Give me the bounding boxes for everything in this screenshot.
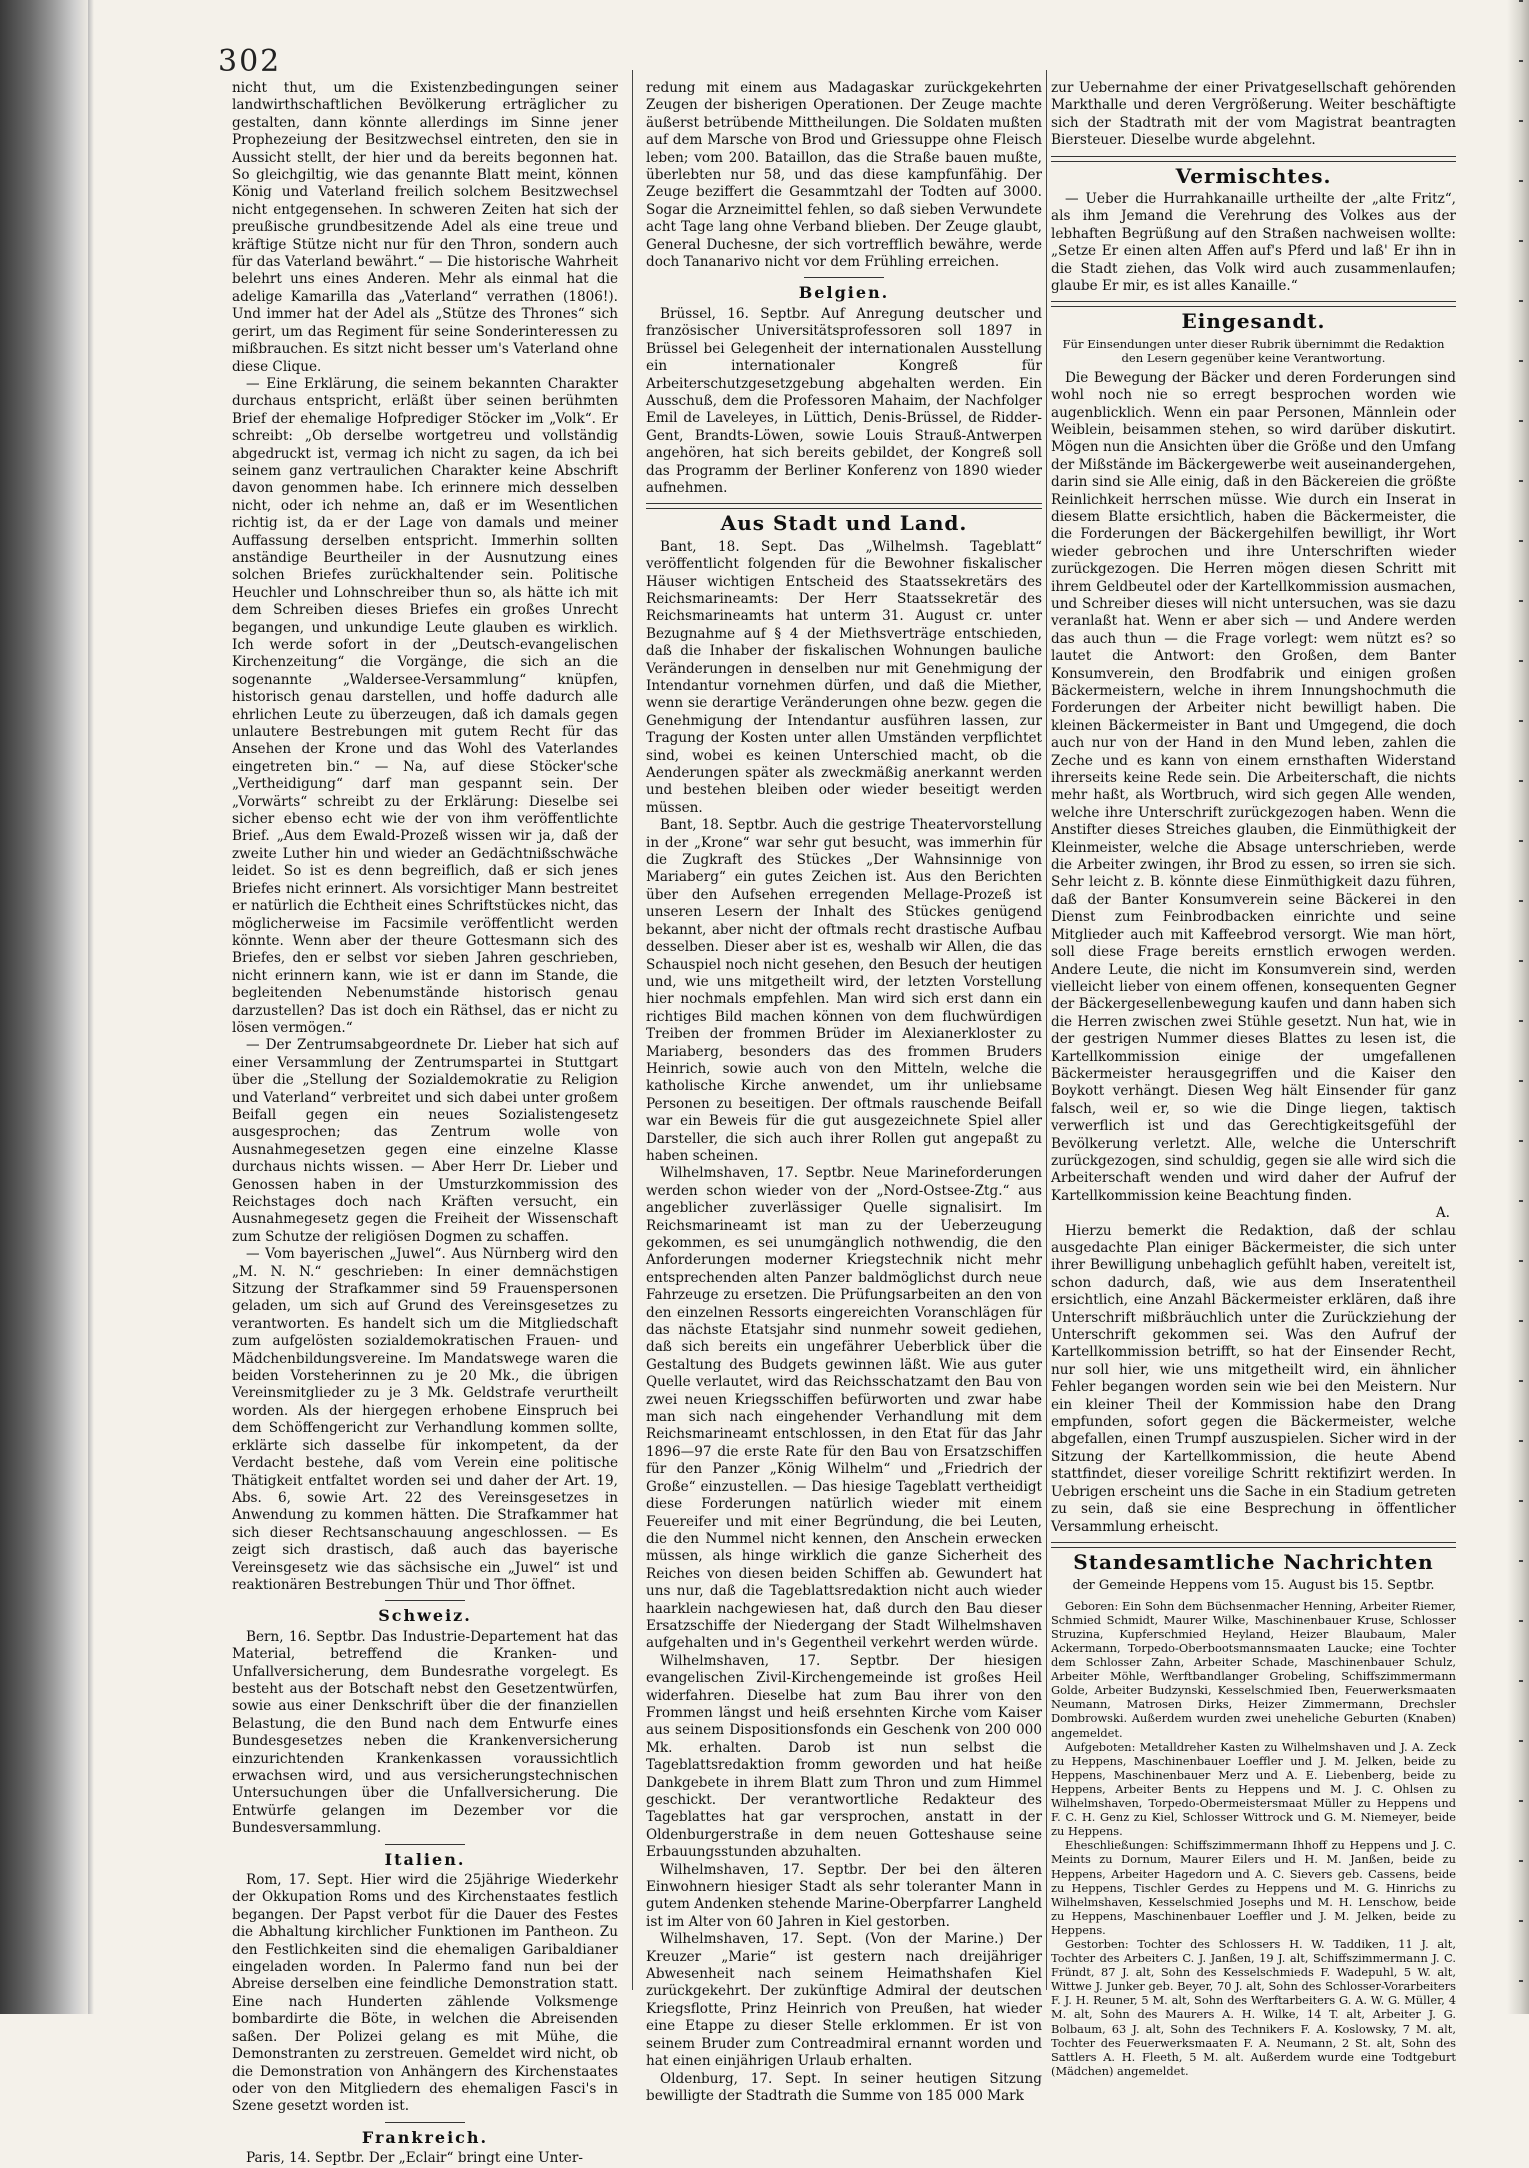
section-rule <box>1051 156 1456 162</box>
section-rule <box>646 503 1042 509</box>
article-paragraph: — Der Zentrumsabgeordnete Dr. Lieber hat sich auf einer Versammlung der Zentrumspartei in Stuttgart über die „Stellung der Sozialdemokratie zu Religion und Vaterland“ verbreitet und sich dabei unter großem Beifall gegen ein neues Sozialistengesetz ausgesprochen; das Zentrum wolle von Ausnahmegesetzen gegen eine einzelne Klasse durchaus nichts wissen. — Aber Herr Dr. Lieber und Genossen haben in der Umsturzkommission des Reichstages doch nach Kräften versucht, ein Ausnahmegesetz gegen die Freiheit der Wissenschaft zum Schutze der religiösen Dogmen zu schaffen. <box>232 1037 618 1245</box>
article-paragraph: Bern, 16. Septbr. Das Industrie-Departement hat das Material, betreffend die Kranken- und Unfallversicherung, dem Bundesrathe vorgelegt. Es besteht aus der Botschaft nebst den Gesetzentwürfen, sowie aus einer Denkschrift über die der finanziellen Belastung, die den Bund nach dem Entwurfe eines Bundesgesetzes neben die Krankenversicherung einzurichtenden Krankenkassen voraussichtlich erwachsen wird, und aus versicherungstechnischen Untersuchungen über die Unfallversicherung. Die Entwürfe gelangen im Dezember vor die Bundesversammlung. <box>232 1628 618 1837</box>
section-rule <box>1051 1542 1456 1548</box>
registry-paragraph: Geboren: Ein Sohn dem Büchsenmacher Henning, Arbeiter Riemer, Schmied Schmidt, Maurer Wilke, Maschinenbauer Kruse, Schlosser Struzina, Kupferschmied Heyland, Heizer Blaubaum, Maler Ackermann, Torpedo-Oberbootsmannsmaaten Laucke; eine Tochter dem Schlosser Zahn, Arbeiter Schade, Maschinenbauer Schulz, Arbeiter Möhle, Werftbandlanger Grobeling, Schiffszimmermann Golde, Arbeiter Budzynski, Kesselschmied Iben, Feuerwerksmaaten Neumann, Matrosen Dirks, Heizer Zimmermann, Drechsler Dombrowski. Außerdem wurden zwei uneheliche Geburten (Knaben) angemeldet. <box>1051 1598 1456 1740</box>
author-signature: A. <box>1435 1205 1450 1222</box>
section-heading: Belgien. <box>798 283 890 303</box>
eingesandt-article <box>1051 370 1456 1536</box>
page-number: 302 <box>218 44 282 79</box>
newspaper-column-2 <box>646 80 1042 2104</box>
article <box>232 2150 618 2167</box>
article-paragraph: Wilhelmshaven, 17. Septbr. Der bei den älteren Einwohnern hiesiger Stadt als sehr toleranter Mann in gutem Andenken stehende Marine-Oberpfarrer Langheld ist im Alter von 60 Jahren in Kiel gestorben. <box>646 1861 1042 1930</box>
article-paragraph: Brüssel, 16. Septbr. Auf Anregung deutscher und französischer Universitätsprofessoren soll 1897 in Brüssel bei Gelegenheit der internationalen Ausstellung ein internationaler Kongreß für Arbeiterschutzgesetzgebung abgehalten werden. Ein Ausschuß, dem die Professoren Mahaim, der Nachfolger Emil de Laveleyes, in Lüttich, Denis-Brüssel, de Ridder-Gent, Brandts-Löwen, sowie Louis Strauß-Antwerpen angehören, hat sich bereits gebildet, der Kongreß soll das Programm der Berliner Konferenz von 1890 wieder aufnehmen. <box>646 305 1042 496</box>
article-paragraph: Rom, 17. Sept. Hier wird die 25jährige Wiederkehr der Okkupation Roms und des Kirchenstaates festlich begangen. Der Papst verbot für die Dauer des Festes die Abhaltung kirchlicher Funktionen im Pantheon. Zu den Festlichkeiten sind die ehemaligen Garibaldianer eingeladen worden. In Palermo fand nun bei der Abreise derselben eine feindliche Demonstration statt. Eine nach Hunderten zählende Volksmenge bombardirte die Böte, in welchen die Abreisenden saßen. Der Polizei gelang es mit Mühe, die Demonstranten zu zerstreuen. Gemeldet wird nicht, ob die Demonstration von Anhängern des Kirchenstaates oder von den Mitgliedern des ehemaligen Fasci's in Szene gesetzt worden ist. <box>232 1872 618 2115</box>
article <box>232 1629 618 1838</box>
column-divider <box>632 70 633 1990</box>
article <box>232 1872 618 2116</box>
article <box>646 80 1042 271</box>
article-paragraph: — Vom bayerischen „Juwel“. Aus Nürnberg wird den „M. N. N.“ geschrieben: In einer demnächstigen Sitzung der Strafkammer sind 59 Frauenspersonen geladen, um sich auf Grund des Vereinsgesetzes zu verantworten. Es handelt sich um die Mitgliedschaft zum aufgelösten sozialdemokratischen Frauen- und Mädchenbildungsvereine. Im Mandatswege waren die beiden Vorsteherinnen zu je 20 Mk., die übrigen Vereinsmitglieder zu je 3 Mk. Geldstrafe verurtheilt worden. Als der hiergegen erhobene Einspruch bei dem Schöffengericht zur Verhandlung kommen sollte, erklärte sich dasselbe für inkompetent, da der Verdacht bestehe, daß vom Verein eine politische Thätigkeit entfaltet worden sei und daher der Art. 19, Abs. 6, sowie Art. 22 des Vereinsgesetzes in Anwendung zu kommen hätten. Die Strafkammer hat sich dieser Rechtsanschauung angeschlossen. — Es zeigt sich drastisch, daß auch das bayerische Vereinsgesetz wie das sächsische ein „Juwel“ ist und reaktionären Bestrebungen Thür und Thor öffnet. <box>232 1246 618 1593</box>
article-paragraph: — Ueber die Hurrahkanaille urtheilte der „alte Fritz“, als ihm Jemand die Verehrung des Volkes aus der lebhaften Begrüßung auf den Straßen nachweisen wollte: „Setze Er einen alten Affen auf's Pferd und laß' Er ihn in die Stadt ziehen, das Volk wird auch zusammenlaufen; glaube Er mir, es ist alles Kanaille.“ <box>1051 191 1456 295</box>
registry-notices <box>1051 1599 1456 2078</box>
article-paragraph: nicht thut, um die Existenzbedingungen seiner landwirthschaftlichen Bevölkerung erträglicher zu gestalten, dann könnte allerdings im Sinne jener Prophezeiung der Besitzwechsel eintreten, den sie in Aussicht stellt, der hier und da bereits begonnen hat. So gleichgiltig, wie das genannte Blatt meint, können König und Vaterland freilich solchem Besitzwechsel nicht entgegensehen. In schweren Zeiten hat sich der preußische grundbesitzende Adel als eine treue und kräftige Stütze nicht nur für den Thron, sondern auch für das Vaterland bewährt.“ — Die historische Wahrheit belehrt uns eines Anderen. Mehr als einmal hat die adelige Kamarilla das „Vaterland“ verrathen (1806!). Und immer hat der Adel als „Stütze des Thrones“ sich gerirt, um das Regiment für seine Sonderinteressen zu mißbrauchen. Es sitzt nicht besser um's Vaterland ohne diese Clique. <box>232 80 618 375</box>
section-heading: Aus Stadt und Land. <box>720 511 968 536</box>
section-rule <box>385 1600 465 1601</box>
article-paragraph: Hierzu bemerkt die Redaktion, daß der schlau ausgedachte Plan einiger Bäckermeister, die sich unter ihrer Bewilligung unbehaglich gefühlt haben, vereitelt ist, schon dadurch, daß, wie aus dem Inseratentheil ersichtlich, eine Anzahl Bäckermeister erklären, daß ihre Unterschrift mißbräuchlich unter die Zurückziehung der Unterschrift gekommen sei. Was den Aufruf der Kartellkommission betrifft, so hat der Einsender Recht, nur soll hier, wie uns mitgetheilt wird, ein ähnlicher Fehler begangen worden sein wie bei den Meistern. Nur ein kleiner Theil der Kommission habe den Drang empfunden, sofort gegen die Bäckermeister, welche abgefallen, einen Trumpf auszuspielen. Sicher wird in der Sitzung der Kartellkommission, die heute Abend stattfindet, dieser voreilige Schritt rektifizirt werden. In Uebrigen erscheint uns die Sache in ein Stadium getreten zu sein, daß sie eine Besprechung in öffentlicher Versammlung erheischt. <box>1051 1222 1456 1535</box>
article-paragraph: redung mit einem aus Madagaskar zurückgekehrten Zeugen der bisherigen Operationen. Der Zeuge machte äußerst betrübende Mittheilungen. Die Soldaten mußten auf dem Marsche von Brod und Griessuppe ohne Fleisch leben; vom 200. Bataillon, das die Straße bauen mußte, überlebten nur 58, und das diese kampfunfähig. Der Zeuge beziffert die Gesammtzahl der Todten auf 3000. Sogar die Arzneimittel fehlen, so daß sieben Verwundete acht Tage lang ohne Verband blieben. Der Zeuge glaubt, General Duchesne, der sich vortrefflich bewähre, werde doch Tananarivo nicht vor dem Frühling erreichen. <box>646 80 1042 271</box>
article-paragraph: — Eine Erklärung, die seinem bekannten Charakter durchaus entspricht, erläßt über seinen berühmten Brief der ehemalige Hofprediger Stöcker im „Volk“. Er schreibt: „Ob derselbe wortgetreu und vollständig abgedruckt ist, vermag ich nicht zu sagen, da ich bei seinem ganz vertraulichen Charakter keine Abschrift davon genommen habe. Ich erinnere mich desselben nicht, oder ich nehme an, daß er im Wesentlichen richtig ist, da er der Lage von damals und meiner Auffassung derselben entspricht. Immerhin sollten anständige Beurtheiler in der Ausnutzung eines solchen Briefes zurückhaltender sein. Politische Heuchler und Lohnschreiber thun so, als hätte ich mit dem Schreiben dieses Briefes ein großes Unrecht begangen, und unkundige Leute glauben es wirklich. Ich werde sofort in der „Deutsch-evangelischen Kirchenzeitung“ die Vorgänge, die sich an die sogenannte „Waldersee-Versammlung“ knüpfen, historisch genau darstellen, und hoffe dadurch alle ehrlichen Leute zu überzeugen, daß ich damals gegen unlautere Bestrebungen mit gutem Recht für das Ansehen der Krone und das Wohl des Vaterlandes eingetreten bin.“ — Na, auf diese Stöcker'sche „Vertheidigung“ darf man gespannt sein. Der „Vorwärts“ schreibt zu der Erklärung: Dieselbe sei sicher ebenso echt wie der von ihm veröffentlichte Brief. „Aus dem Ewald-Prozeß wissen wir ja, daß der zweite Luther hin und wieder an Gedächtnißschwäche leidet. So ist es denn begreiflich, daß er sich jenes Briefes nicht erinnert. Als vorsichtiger Mann bestreitet er natürlich die Echtheit eines Schriftstückes nicht, das möglicherweise im Facsimile veröffentlicht werden könnte. Wenn aber der theure Gottesmann sich des Briefes, den er selbst vor sieben Jahren geschrieben, nicht erinnern kann, wie ist er dann im Stande, die begleitenden Nebenumstände historisch genau darzustellen? Das ist doch ein Räthsel, das er nicht zu lösen vermögen.“ <box>232 375 618 1036</box>
column-divider <box>1046 70 1047 1990</box>
section-heading: Vermischtes. <box>1175 163 1332 188</box>
section-rule <box>385 1844 465 1845</box>
article-paragraph: Wilhelmshaven, 17. Sept. (Von der Marine.) Der Kreuzer „Marie“ ist gestern nach dreijähriger Abwesenheit nach seinem Heimathshafen Kiel zurückgekehrt. Der zukünftige Admiral der deutschen Kriegsflotte, Prinz Heinrich von Preußen, hat wieder eine Etappe zu dieser Stelle erklommen. Er ist von seinem Bruder zum Contreadmiral ernannt worden und hat einen einjährigen Urlaub erhalten. <box>646 1931 1042 2070</box>
article-paragraph: Die Bewegung der Bäcker und deren Forderungen sind wohl noch nie so erregt besprochen worden wie augenblicklich. Wenn ein paar Personen, Männlein oder Weiblein, beisammen stehen, so wird darüber diskutirt. Mögen nun die Ansichten über die Größe und den Umfang der Mißstände im Bäckergewerbe weit auseinandergehen, darin sind sie Alle einig, daß in den Bäckereien die größte Reinlichkeit herrschen müsse. Wie durch ein Inserat in diesem Blatte ersichtlich, haben die Bäckermeister, die die Forderungen der Bäckergehilfen bewilligt, ihr Wort wieder gebrochen und ihre Unterschriften wieder zurückgezogen. Die Herren mögen diesen Schritt mit ihrem Geldbeutel oder der Kartellkommission ausmachen, und Schreiber dieses will nicht untersuchen, was sie dazu veranlaßt hat. Wenn er aber sich — und Andere werden das auch thun — die Frage vorlegt: wem nützt es? so lautet die Antwort: den Großen, dem Banter Konsumverein, den Brodfabrik und einigen großen Bäckermeistern, welche in ihrem Innungshochmuth die Forderungen der Arbeiter nicht bewilligt haben. Die kleinen Bäckermeister in Bant und Umgegend, die doch auch nur von der Hand in den Mund leben, zahlen die Zeche und es kann von einem ernsthaften Widerstand ihrerseits keine Rede sein. Die Arbeiterschaft, die nichts mehr haßt, als Wortbruch, wird sich gegen Alle wenden, welche ihre Unterschrift zurückgezogen haben. Wenn die Anstifter dieses Streiches glauben, die Einmüthigkeit der Kleinmeister, welche die Absage unterschrieben, werde die Arbeiter zwingen, ihr Brod zu essen, so irren sie sich. Sehr leicht z. B. könnte diese Einmüthigkeit dazu führen, daß der Banter Konsumverein seine Bäckerei in den Dienst zum Feinbrodbacken einrichte und seine Mitglieder auch mit Kaffeebrod versorgt. Wie man hört, soll diese Frage bereits ernstlich erwogen werden. Andere Leute, die nicht im Konsumverein sind, werden vielleicht lieber von einem offenen, konsequenten Gegner der Bäckergesellenbewegung kaufen und dann haben sich die Herren zwischen zwei Stühle gesetzt. Nun hat, wie in der gestrigen Nummer dieses Blattes zu lesen ist, die Kartellkommission einige der umgefallenen Bäckermeister herausgegriffen und die Kaiser den Boykott verhängt. Diesen Weg hält Einsender für ganz falsch, weil er, so wie die Dinge liegen, taktisch verwerflich ist und das Gerechtigkeitsgefühl der Bevölkerung verletzt. Alle, welche die Unterschrift zurückgezogen, sind schuldig, gegen sie alle wird sich die Arbeiterschaft wenden und wird daher der Aufruf der Kartellkommission keine Beachtung finden. <box>1051 369 1456 1204</box>
page-right-edge <box>1507 0 1529 2014</box>
section-rule <box>385 2122 465 2123</box>
article <box>232 80 618 1594</box>
section-heading: Italien. <box>384 1849 466 1869</box>
section-heading: Eingesandt. <box>1181 309 1326 334</box>
newspaper-column-1 <box>232 80 618 2167</box>
article-paragraph: Oldenburg, 17. Sept. In seiner heutigen Sitzung bewilligte der Stadtrath die Summe von 185 000 Mark <box>646 2070 1042 2104</box>
section-subheading: der Gemeinde Heppens vom 15. August bis 15. Septbr. <box>1072 1578 1435 1594</box>
article-paragraph: Wilhelmshaven, 17. Septbr. Der hiesigen evangelischen Zivil-Kirchengemeinde ist großes Heil widerfahren. Dieselbe hat zum Bau ihrer von den Frommen längst und heiß ersehnten Kirche vom Kaiser aus seinem Dispositionsfonds ein Geschenk von 200 000 Mk. erhalten. Darob ist nun selbst die Tageblattsredaktion fromm geworden und hat heiße Dankgebete in ihrem Blatt zum Thron und zum Himmel geschickt. Der verantwortliche Redakteur des Tageblattes hat gar versprochen, anstatt in der Oldenburgerstraße in dem neuen Gotteshause seine Erbauungsstunden abzuhalten. <box>646 1652 1042 1861</box>
article-paragraph: zur Uebernahme der einer Privatgesellschaft gehörenden Markthalle und deren Vergrößerung. Weiter beschäftigte sich der Stadtrath mit der vom Magistrat beantragten Biersteuer. Dieselbe wurde abgelehnt. <box>1051 80 1456 149</box>
editorial-disclaimer: Für Einsendungen unter dieser Rubrik übernimmt die Redaktion den Lesern gegenüber keine Verantwortung. <box>1062 336 1445 366</box>
page-gutter <box>88 0 94 2014</box>
section-heading: Frankreich. <box>361 2127 489 2147</box>
book-binding-shadow <box>0 0 88 2014</box>
article <box>646 539 1042 2106</box>
article-paragraph: Bant, 18. Sept. Das „Wilhelmsh. Tageblatt“ veröffentlicht folgenden für die Bewohner fiskalischer Häuser wichtigen Entscheid des Staatssekretärs des Reichsmarineamts: Der Herr Staatssekretär des Reichsmarineamts hat unterm 31. August cr. unter Bezugnahme auf § 4 der Miethsverträge entschieden, daß die Inhaber der fiskalischen Wohnungen bauliche Veränderungen in denselben nur mit Genehmigung der Intendantur vornehmen dürfen, und daß die Miether, wenn sie derartige Veränderungen ohne bezw. gegen die Genehmigung der Intendantur ausführen lassen, zur Tragung der Kosten unter allen Umständen verpflichtet sind, wobei es keinen Unterschied macht, ob die Aenderungen später als zweckmäßig anerkannt werden und bestehen bleiben oder wieder beseitigt werden müssen. <box>646 538 1042 816</box>
page-edge-marks <box>1519 0 1523 2014</box>
registry-paragraph: Eheschließungen: Schiffszimmermann Ihhoff zu Heppens und J. C. Meints zu Dornum, Maurer Eilers und H. M. Janßen, beide zu Heppens, Arbeiter Hagedorn und A. C. Sievers geb. Cassens, beide zu Heppens, Tischler Gerdes zu Heppens und M. G. Hinrichs zu Wilhelmshaven, Kesselschmied Josephs und M. H. Lenschow, beide zu Heppens, Maschinenbauer Loeffler und J. M. Jelken, beide zu Heppens. <box>1051 1838 1456 1937</box>
article-continuation <box>1051 80 1456 150</box>
section-heading: Schweiz. <box>378 1606 472 1626</box>
section-heading: Standesamtliche Nachrichten <box>1073 1549 1434 1574</box>
section-rule <box>1051 301 1456 307</box>
article-paragraph: Bant, 18. Septbr. Auch die gestrige Theatervorstellung in der „Krone“ war sehr gut besucht, was immerhin für die Zugkraft des Stückes „Der Wahnsinnige von Mariaberg“ ein gutes Zeichen ist. Aus den Berichten über den Aufsehen erregenden Mellage-Prozeß ist unseren Lesern der Inhalt des Stückes genügend bekannt, aber nicht der oftmals recht drastische Aufbau desselben. Dieser aber ist es, weshalb wir Allen, die das Schauspiel noch nicht gesehen, den Besuch der heutigen und, wie uns mitgetheilt wird, der letzten Vorstellung hier nochmals empfehlen. Man wird sich erst dann ein richtiges Bild machen können von dem fluchwürdigen Treiben der frommen Brüder im Alexianerkloster zu Mariaberg, besonders das des frommen Bruders Heinrich, sowie auch von den Mitteln, welche die katholische Kirche anwendet, um ihr unliebsame Personen zu beseitigen. Der oftmals rauschende Beifall war ein Beweis für die gut ausgezeichnete Spiel aller Darsteller, die sich auch ihrer Rollen gut angepaßt zu haben scheinen. <box>646 817 1042 1164</box>
article-paragraph: Wilhelmshaven, 17. Septbr. Neue Marineforderungen werden schon wieder von der „Nord-Ostsee-Ztg.“ aus angeblicher zuverlässiger Quelle signalisirt. Im Reichsmarineamt ist man zu der Ueberzeugung gekommen, es sei unumgänglich nothwendig, die den Anforderungen moderner Kriegstechnik nicht mehr entsprechenden alten Panzer baldmöglichst durch neue Fahrzeuge zu ersetzen. Die Prüfungsarbeiten an den von den einzelnen Ressorts eingereichten Voranschlägen für das nächste Etatsjahr sind nunmehr soweit gediehen, daß sich bereits ein ungefährer Ueberblick über die Gestaltung des Budgets gewinnen läßt. Wie aus guter Quelle verlautet, wird das Reichsschatzamt den Bau von zwei neuen Kriegsschiffen befürworten und zwar habe man sich nach eingehender Verhandlung mit dem Reichsmarineamt entschlossen, in den Etat für das Jahr 1896—97 die erste Rate für den Bau von Ersatzschiffen für den Panzer „König Wilhelm“ und „Friedrich der Große“ einzustellen. — Das hiesige Tageblatt vertheidigt diese Forderungen natürlich wieder mit einem Feuereifer und mit einer Begründung, die bei Leuten, die den Nummel nicht kennen, den Anschein erwecken müssen, als hinge wirklich die ganze Sicherheit des Reiches von diesen beiden Schiffen ab. Gewundert hat uns nur, daß die Tageblattsredaktion nicht auch wieder haarklein nachgewiesen hat, daß durch den Bau dieser Ersatzschiffe der Niedergang der Stadt Wilhelmshaven aufgehalten und in's Gegentheil verkehrt werden würde. <box>646 1165 1042 1652</box>
article <box>646 306 1042 497</box>
vermischtes-article <box>1051 191 1456 295</box>
registry-paragraph: Gestorben: Tochter des Schlossers H. W. Taddiken, 11 J. alt, Tochter des Arbeiters C. J. Janßen, 19 J. alt, Schiffszimmermann J. C. Fründt, 87 J. alt, Sohn des Kesselschmieds F. Wadepuhl, 5 W. alt, Wittwe J. Junker geb. Beyer, 70 J. alt, Sohn des Schlosser-Vorarbeiters F. J. H. Reuner, 5 M. alt, Sohn des Werftarbeiters G. A. W. G. Müller, 4 M. alt, Sohn des Maurers A. H. Wilke, 14 T. alt, Arbeiter J. G. Bolbaum, 63 J. alt, Sohn des Technikers F. A. Koslowsky, 7 M. alt, Tochter des Feuerwerksmaaten F. A. Neumann, 2 St. alt, Sohn des Sattlers A. H. Fleeth, 5 M. alt. Außerdem wurde eine Todtgeburt (Mädchen) angemeldet. <box>1051 1936 1456 2078</box>
newspaper-column-3 <box>1051 80 1456 2078</box>
registry-paragraph: Aufgeboten: Metalldreher Kasten zu Wilhelmshaven und J. A. Zeck zu Heppens, Maschinenbauer Loeffler und J. M. Jelken, beide zu Heppens, Maschinenbauer Merz und A. E. Liebenberg, beide zu Heppens, Arbeiter Bents zu Heppens und M. J. C. Ohlsen zu Wilhelmshaven, Torpedo-Obermeistersmaat Müller zu Heppens und F. C. H. Genz zu Kiel, Schlosser Wittrock und G. M. Niemeyer, beide zu Heppens. <box>1051 1739 1456 1839</box>
section-rule <box>804 277 884 278</box>
article-paragraph: Paris, 14. Septbr. Der „Eclair“ bringt eine Unter- <box>246 2150 583 2167</box>
